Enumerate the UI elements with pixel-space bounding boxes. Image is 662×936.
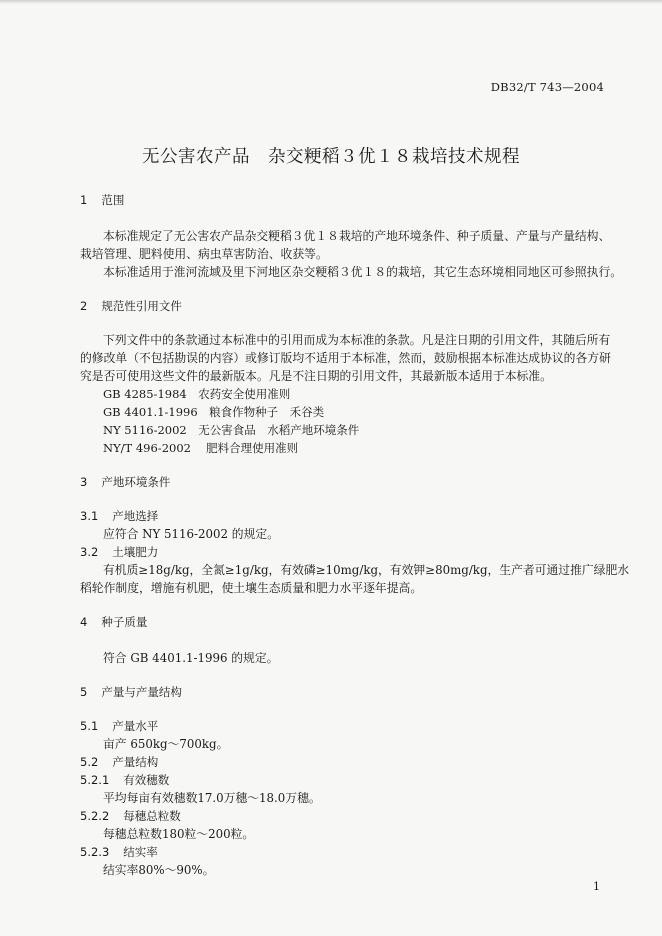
paragraph-line: 本标准适用于淮河流域及里下河地区杂交粳稻３优１８的栽培，其它生态环境相同地区可参照执行。 [103, 265, 623, 279]
reference-item: GB 4285-1984 农药安全使用准则 [103, 387, 291, 401]
paragraph-line: 栽培管理、肥料使用、病虫草害防治、收获等。 [80, 247, 328, 261]
subsection-number: 3.1 [80, 509, 99, 523]
section-title: 产地环境条件 [101, 475, 171, 489]
subsection-title: 结实率 [123, 845, 158, 859]
subsection-5-2-heading [80, 753, 158, 771]
subsection-title: 产地选择 [112, 509, 159, 523]
subsection-title: 每穗总粒数 [123, 809, 181, 823]
section-title: 产量与产量结构 [101, 685, 182, 699]
paragraph-line: 有机质≥18g/kg，全氮≥1g/kg，有效磷≥10mg/kg，有效钾≥80mg/kg，生产者可通过推广绿肥水 [103, 563, 630, 577]
paragraph-line: 结实率80%～90%。 [103, 863, 215, 877]
reference-item: GB 4401.1-1996 粮食作物种子 禾谷类 [103, 405, 325, 419]
subsection-5-2-1-heading [80, 771, 169, 789]
subsection-3-1-heading [80, 507, 158, 525]
scan-edge [0, 0, 662, 4]
paragraph-line: 亩产 650kg～700kg。 [103, 737, 229, 751]
subsection-5-2-2-heading [80, 807, 181, 825]
section-number: 2 [80, 299, 88, 313]
section-title: 范围 [101, 193, 125, 207]
paragraph-line: 稻轮作制度，增施有机肥，使土壤生态质量和肥力水平逐年提高。 [80, 581, 423, 595]
section-number: 1 [80, 193, 88, 207]
section-number: 5 [80, 685, 88, 699]
subsection-5-1-heading [80, 717, 158, 735]
subsection-number: 3.2 [80, 545, 99, 559]
paragraph-line: 平均每亩有效穗数17.0万穗～18.0万穗。 [103, 791, 321, 805]
subsection-title: 产量水平 [112, 719, 159, 733]
page-number: 1 [593, 880, 600, 893]
subsection-number: 5.2.2 [80, 809, 110, 823]
reference-item: NY/T 496-2002 肥料合理使用准则 [103, 441, 299, 455]
section-number: 3 [80, 475, 88, 489]
paragraph-line: 应符合 NY 5116-2002 的规定。 [103, 527, 279, 541]
document-code: DB32/T 743—2004 [490, 80, 604, 94]
section-3-heading [80, 473, 170, 491]
section-title: 规范性引用文件 [101, 299, 182, 313]
subsection-title: 有效穗数 [123, 773, 170, 787]
paragraph-line: 究是否可使用这些文件的最新版本。凡是不注日期的引用文件，其最新版本适用于本标准。 [80, 369, 552, 383]
subsection-number: 5.1 [80, 719, 99, 733]
section-2-heading [80, 297, 182, 315]
subsection-number: 5.2 [80, 755, 99, 769]
paragraph-line: 的修改单（不包括勘误的内容）或修订版均不适用于本标准，然而，鼓励根据本标准达成协议的各方研 [80, 351, 611, 365]
subsection-5-2-3-heading [80, 843, 158, 861]
paragraph-line: 下列文件中的条款通过本标准中的引用而成为本标准的条款。凡是注日期的引用文件，其随后所有 [103, 333, 611, 347]
section-number: 4 [80, 615, 88, 629]
paragraph-line: 符合 GB 4401.1-1996 的规定。 [103, 651, 279, 665]
subsection-number: 5.2.1 [80, 773, 110, 787]
document-title: 无公害农产品 杂交粳稻３优１８栽培技术规程 [142, 147, 520, 167]
paragraph-line: 每穗总粒数180粒～200粒。 [103, 827, 255, 841]
subsection-3-2-heading [80, 543, 158, 561]
subsection-title: 产量结构 [112, 755, 159, 769]
subsection-number: 5.2.3 [80, 845, 110, 859]
section-4-heading [80, 613, 147, 631]
section-title: 种子质量 [101, 615, 148, 629]
subsection-title: 土壤肥力 [112, 545, 159, 559]
section-5-heading [80, 683, 182, 701]
section-1-heading [80, 191, 124, 209]
paragraph-line: 本标准规定了无公害农产品杂交粳稻３优１８栽培的产地环境条件、种子质量、产量与产量结构、 [103, 229, 611, 243]
reference-item: NY 5116-2002 无公害食品 水稻产地环境条件 [103, 423, 360, 437]
